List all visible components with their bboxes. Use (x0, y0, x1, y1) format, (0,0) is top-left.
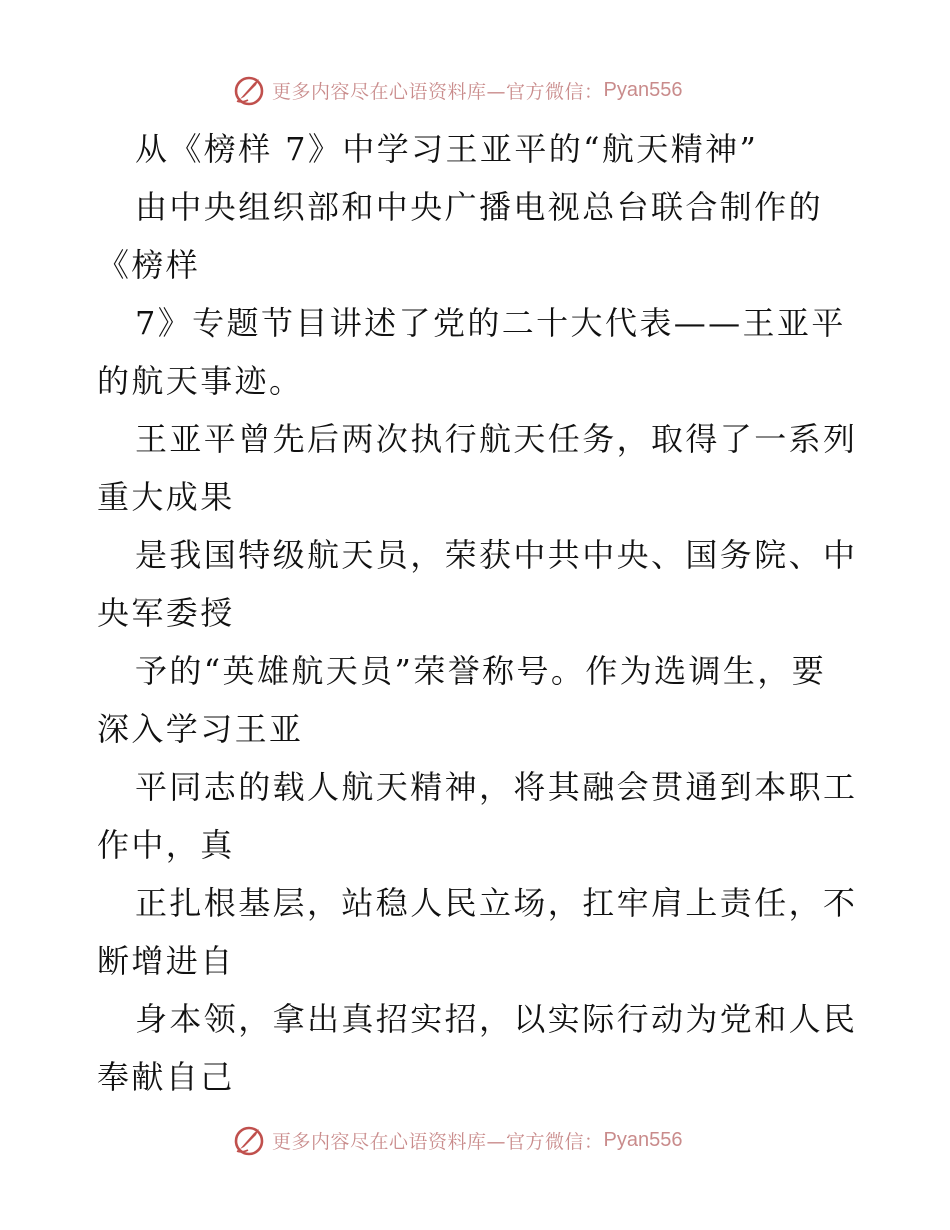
paragraph-line: 重大成果 (97, 478, 235, 516)
paragraph-line: 身本领，拿出真招实招，以实际行动为党和人民 (135, 1000, 858, 1038)
watermark-text: 更多内容尽在心语资料库—官方微信： (272, 1130, 604, 1153)
paragraph-line: 是我国特级航天员，荣获中共中央、国务院、中 (135, 536, 858, 574)
watermark-text: 更多内容尽在心语资料库—官方微信： (272, 80, 604, 103)
watermark-wechat-id: Pyan556 (603, 1128, 683, 1151)
quill-pen-circle-icon (232, 73, 266, 107)
paragraph-line: 由中央组织部和中央广播电视总台联合制作的 (135, 188, 824, 226)
watermark-wechat-id: Pyan556 (603, 78, 683, 101)
paragraph-line: 深入学习王亚 (97, 710, 304, 748)
paragraph-line: 作中，真 (97, 826, 235, 864)
paragraph-line: 断增进自 (97, 942, 235, 980)
paragraph-line: 央军委授 (97, 594, 235, 632)
paragraph-line: 的航天事迹。 (97, 362, 304, 400)
document-title: 从《榜样 7》中学习王亚平的“航天精神” (135, 130, 759, 168)
quill-pen-circle-icon (232, 1123, 266, 1157)
paragraph-line: 7》专题节目讲述了党的二十大代表——王亚平 (135, 304, 846, 342)
header-watermark (232, 70, 682, 110)
paragraph-line: 《榜样 (97, 246, 201, 284)
paragraph-line: 予的“英雄航天员”荣誉称号。作为选调生，要 (135, 652, 827, 690)
paragraph-line: 平同志的载人航天精神，将其融会贯通到本职工 (135, 768, 858, 806)
footer-watermark (232, 1120, 682, 1160)
paragraph-line: 奉献自己 (97, 1058, 235, 1096)
paragraph-line: 正扎根基层，站稳人民立场，扛牢肩上责任，不 (135, 884, 858, 922)
paragraph-line: 王亚平曾先后两次执行航天任务，取得了一系列 (135, 420, 858, 458)
